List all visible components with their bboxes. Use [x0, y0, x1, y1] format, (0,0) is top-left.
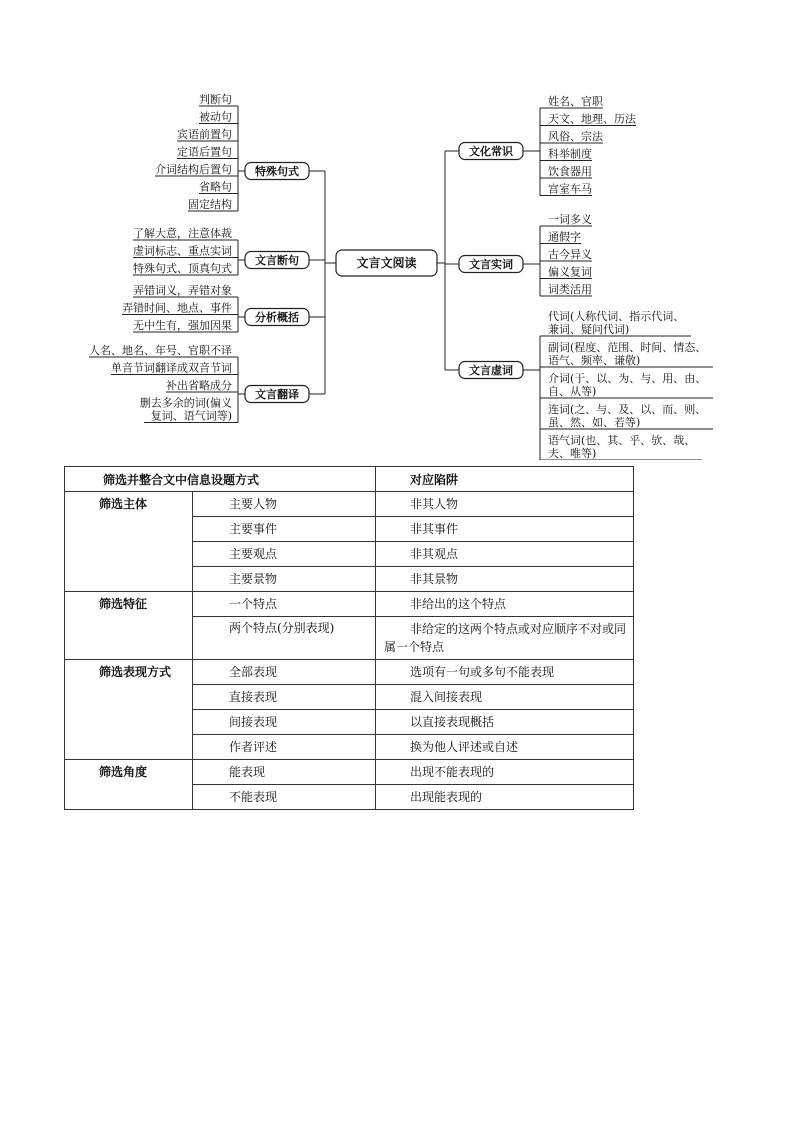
- table-row: [65, 492, 634, 517]
- method-cell: 一个特点: [193, 592, 376, 617]
- branch-item-text: 代词(人称代词、指示代词、: [548, 310, 685, 323]
- category-cell: 筛选表现方式: [65, 660, 193, 760]
- table-row: [65, 760, 634, 785]
- branch-item-text: 弄错时间、地点、事件: [122, 301, 232, 315]
- trap-cell: 选项有一句或多句不能表现: [376, 660, 634, 685]
- method-cell: 主要事件: [193, 517, 376, 542]
- table-header-method: 筛选并整合文中信息设题方式: [65, 467, 376, 492]
- branch-item-text: 夫、唯等): [548, 447, 597, 460]
- branch-item-text: 天文、地理、历法: [548, 112, 636, 126]
- branch-item-text: 被动句: [199, 110, 232, 124]
- method-cell: 全部表现: [193, 660, 376, 685]
- branch-item-text: 宾语前置句: [177, 128, 232, 141]
- trap-cell: 非给出的这个特点: [376, 592, 634, 617]
- trap-cell: 换为他人评述或自述: [376, 735, 634, 760]
- branch-item-text: 弄错词义，弄错对象: [133, 284, 232, 297]
- branch-item-text: 介词(于、以、为、与、用、由、: [548, 372, 707, 385]
- branch-item-text: 一词多义: [548, 213, 592, 226]
- method-cell: 作者评述: [193, 735, 376, 760]
- branch-item-text: 了解大意，注意体裁: [133, 227, 232, 240]
- trap-table: [64, 466, 634, 810]
- branch-item-text: 补出省略成分: [166, 379, 232, 392]
- branch-item-text: 宫室车马: [548, 182, 592, 196]
- trap-cell: 非给定的这两个特点或对应顺序不对或同属一个特点: [376, 617, 634, 660]
- branch-item-text: 固定结构: [188, 198, 232, 211]
- branch-item-text: 科举制度: [548, 147, 592, 161]
- branch-item-text: 自、从等): [548, 385, 597, 398]
- trap-cell: 非其人物: [376, 492, 634, 517]
- method-cell: 能表现: [193, 760, 376, 785]
- branch-item-text: 姓名、官职: [548, 95, 603, 108]
- trap-cell: 出现能表现的: [376, 785, 634, 810]
- branch-item-text: 无中生有，强加因果: [133, 319, 232, 332]
- method-cell: 间接表现: [193, 710, 376, 735]
- branch-item-text: 饮食器用: [548, 165, 592, 178]
- center-label: 文言文阅读: [356, 256, 417, 270]
- method-cell: 不能表现: [193, 785, 376, 810]
- branch-item-text: 虚词标志、重点实词: [133, 244, 232, 258]
- branch-item-text: 特殊句式、顶真句式: [133, 262, 232, 275]
- trap-cell: 非其观点: [376, 542, 634, 567]
- branch-item-text: 副词(程度、范围、时间、情态、: [548, 341, 707, 354]
- trap-cell: 以直接表现概括: [376, 710, 634, 735]
- branch-item-text: 定语后置句: [177, 145, 232, 159]
- hub-label: 文化常识: [469, 145, 513, 158]
- branch-item-text: 复词、语气词等): [150, 409, 232, 423]
- hub-label: 文言翻译: [255, 388, 299, 401]
- branch-item-text: 虽、然、如、若等): [548, 416, 641, 429]
- table-row: [65, 660, 634, 685]
- hub-label: 文言虚词: [469, 364, 513, 377]
- category-cell: 筛选主体: [65, 492, 193, 592]
- trap-cell: 非其景物: [376, 567, 634, 592]
- category-cell: 筛选特征: [65, 592, 193, 660]
- branch-item-text: 省略句: [199, 180, 232, 194]
- branch-item-text: 语气、频率、谦敬): [548, 354, 641, 367]
- method-cell: 主要景物: [193, 567, 376, 592]
- branch-item-text: 人名、地名、年号、官职不译: [89, 344, 232, 357]
- method-cell: 直接表现: [193, 685, 376, 710]
- branch-item-text: 风俗、宗法: [548, 130, 603, 143]
- hub-label: 文言实词: [469, 258, 513, 271]
- method-cell: 两个特点(分别表现): [193, 617, 376, 660]
- branch-item-text: 通假字: [548, 230, 581, 244]
- table-header-row: [65, 467, 634, 492]
- method-cell: 主要观点: [193, 542, 376, 567]
- branch-item-text: 介词结构后置句: [155, 163, 232, 176]
- branch-item-text: 词类活用: [548, 283, 592, 296]
- branch-item-text: 古今异义: [548, 248, 592, 261]
- category-cell: 筛选角度: [65, 760, 193, 810]
- table-row: [65, 592, 634, 617]
- branch-item-text: 偏义复词: [548, 265, 592, 279]
- branch-item-text: 兼词、疑问代词): [548, 323, 630, 336]
- hub-label: 特殊句式: [255, 165, 299, 178]
- trap-cell: 非其事件: [376, 517, 634, 542]
- hub-label: 分析概括: [255, 311, 299, 324]
- method-cell: 主要人物: [193, 492, 376, 517]
- hub-label: 文言断句: [255, 254, 299, 267]
- trap-cell: 混入间接表现: [376, 685, 634, 710]
- branch-item-text: 语气词(也、其、乎、欤、哉、: [548, 434, 696, 447]
- branch-item-text: 单音节词翻译成双音节词: [111, 361, 232, 375]
- branch-item-text: 连词(之、与、及、以、而、则、: [548, 403, 707, 416]
- mind-map: [0, 0, 794, 460]
- trap-cell: 出现不能表现的: [376, 760, 634, 785]
- table-header-trap: 对应陷阱: [376, 467, 634, 492]
- branch-item-text: 判断句: [199, 93, 232, 106]
- branch-item-text: 删去多余的词(偏义: [139, 396, 232, 410]
